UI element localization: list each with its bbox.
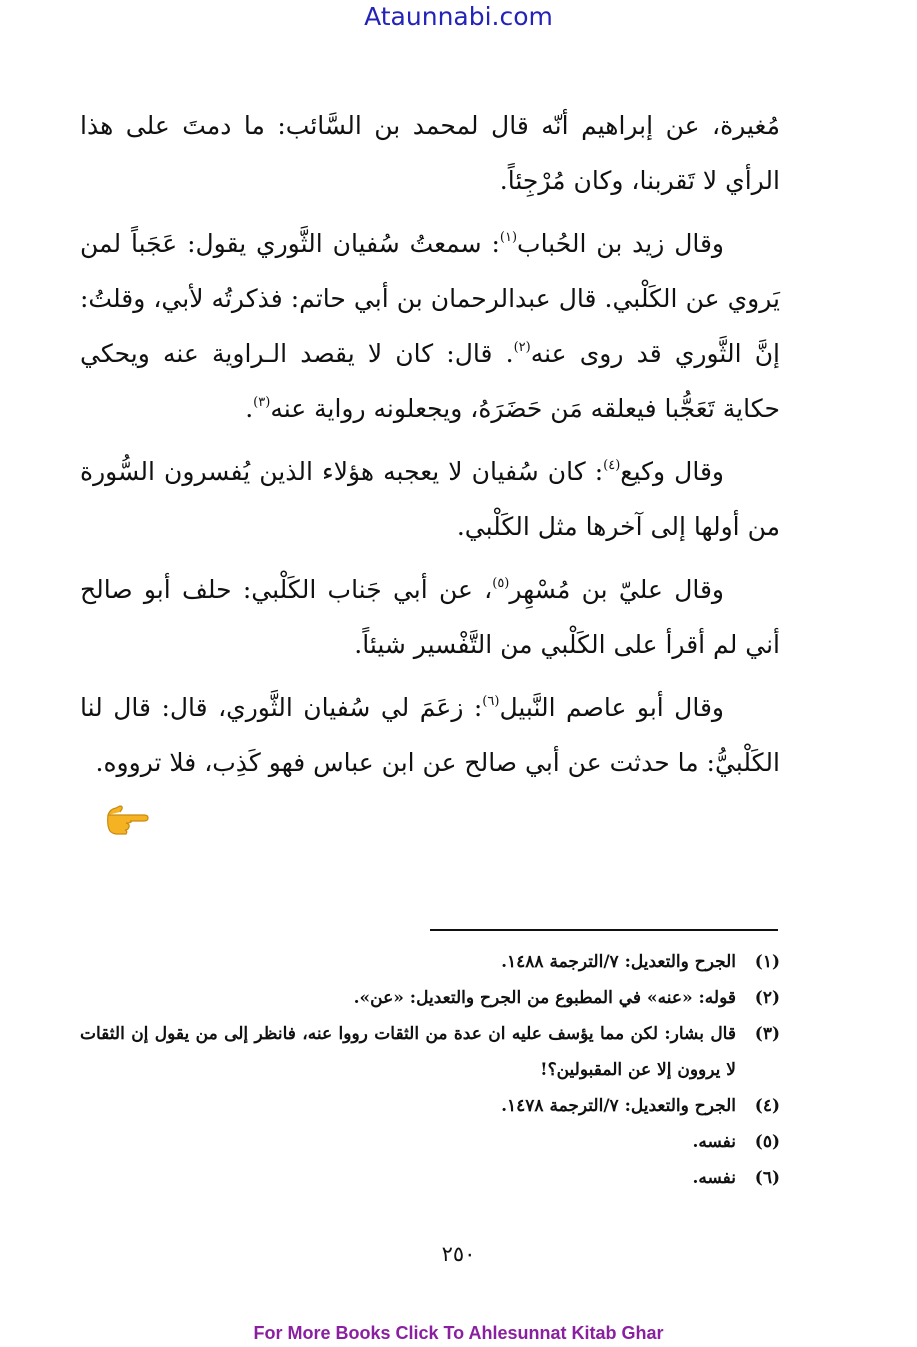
footnote-ref-3: (٣) — [253, 394, 271, 410]
site-header[interactable]: Ataunnabi.com — [364, 2, 553, 31]
paragraph-3-part-b: : كان سُفيان لا يعجبه هؤلاء الذين يُفسرون السُّورة من أولها إلى آخرها مثل الكَلْبي. — [80, 457, 780, 541]
paragraph-1: مُغيرة، عن إبراهيم أنّه قال لمحمد بن السَّائب: ما دمتَ على هذا الرأي لا تَقربنا، وكان مُرْجِئاً. — [80, 111, 780, 195]
footnote-ref-1: (١) — [499, 229, 518, 245]
paragraph-3-part-a: وقال وكيع — [620, 457, 724, 486]
footnote-text: قال بشار: لكن مما يؤسف عليه ان عدة من الثقات رووا عنه، فانظر إلى من يقول إن الثقات لا يروون إلا عن المقبولين؟! — [80, 1024, 736, 1080]
footnotes — [80, 944, 780, 1196]
footnote-number: (٣) — [754, 1024, 780, 1044]
paragraph-2-part-b: : سمعتُ سُفيان الثَّوري يقول: عَجَباً لمن يَروي عن الكَلْبي. قال عبدالرحمان بن أبي حاتم: فذكرتُه لأبي، وقلتُ: إنَّ الثَّوري قد روى عنه — [80, 229, 780, 368]
footnote-ref-6: (٦) — [482, 693, 500, 709]
footnote-number: (٥) — [754, 1132, 780, 1152]
paragraph-2 — [80, 216, 780, 436]
footnote-text: نفسه. — [692, 1132, 736, 1152]
footnote-4 — [80, 1088, 780, 1124]
page-number: ٢٥٠ — [441, 1242, 476, 1266]
footnote-text: الجرح والتعديل: ٧/الترجمة ١٤٨٨. — [501, 952, 736, 972]
footnote-text: قوله: «عنه» في المطبوع من الجرح والتعديل: «عن». — [353, 988, 736, 1008]
footnote-1 — [80, 944, 780, 980]
paragraph-2-part-c: . قال: كان لا يقصد الـراوية عنه ويحكي حكاية تَعَجُّبا فيعلقه مَن حَضَرَهُ، ويجعلونه رواية عنه — [80, 339, 780, 423]
footnote-3 — [80, 1016, 780, 1088]
pointing-hand-icon — [104, 800, 150, 836]
footnote-2 — [80, 980, 780, 1016]
footnote-6 — [80, 1160, 780, 1196]
footnote-text: الجرح والتعديل: ٧/الترجمة ١٤٧٨. — [501, 1096, 736, 1116]
footnote-divider — [430, 929, 778, 931]
footnote-number: (٦) — [754, 1168, 780, 1188]
paragraph-5-part-b: : زعَمَ لي سُفيان الثَّوري، قال: قال لنا الكَلْبيُّ: ما حدثت عن أبي صالح عن ابن عباس فهو كَذِب، فلا ترووه. — [80, 693, 780, 777]
footer-link[interactable]: For More Books Click To Ahlesunnat Kitab Ghar — [253, 1323, 664, 1343]
body-text — [80, 98, 780, 790]
paragraph-5-part-a: وقال أبو عاصم النَّبيل — [499, 693, 724, 722]
footnote-number: (٢) — [754, 988, 780, 1008]
paragraph-2-part-d: . — [245, 394, 254, 423]
footnote-number: (٤) — [754, 1096, 780, 1116]
paragraph-4-part-a: وقال عليّ بن مُسْهِر — [509, 575, 724, 604]
footnote-ref-5: (٥) — [492, 575, 510, 591]
paragraph-5 — [80, 680, 780, 790]
paragraph-4 — [80, 562, 780, 672]
footnote-number: (١) — [754, 952, 780, 972]
paragraph-2-part-a: وقال زيد بن الحُباب — [517, 229, 724, 258]
paragraph-3 — [80, 444, 780, 554]
footnote-5 — [80, 1124, 780, 1160]
footnote-ref-4: (٤) — [603, 457, 621, 473]
footnote-ref-2: (٢) — [513, 339, 531, 355]
footnote-text: نفسه. — [692, 1168, 736, 1188]
paragraph-4-part-b: ، عن أبي جَناب الكَلْبي: حلف أبو صالح أني لم أقرأ على الكَلْبي من التَّفْسير شيئاً. — [80, 575, 780, 659]
